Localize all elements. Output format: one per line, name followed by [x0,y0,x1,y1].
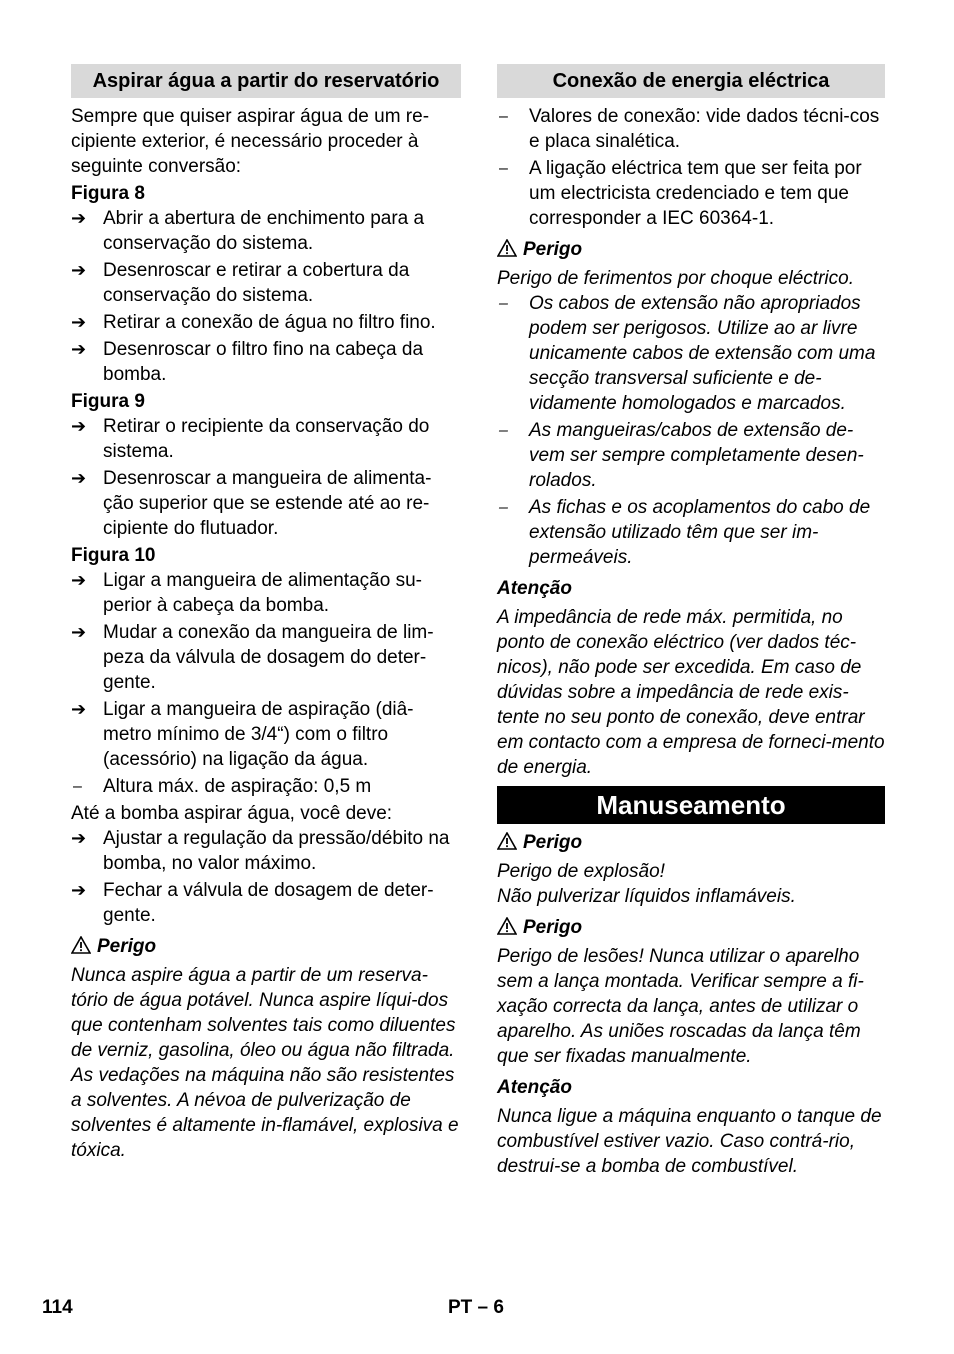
list-item: – As mangueiras/cabos de extensão de-vem ser sempre completamente desen-rolados. [499,420,864,491]
page-number: 114 [42,1297,73,1318]
arrow-right-icon: ➔ [71,828,87,848]
dash-icon: – [499,499,508,516]
arrow-right-icon: ➔ [71,570,87,590]
arrow-right-icon: ➔ [71,416,87,436]
danger-heading: Perigo [497,237,885,262]
figure-label: Figura 9 [71,391,145,412]
arrow-right-icon: ➔ [71,208,87,228]
dash-icon: – [499,108,508,125]
danger-text: Perigo de explosão! [497,861,665,882]
arrow-right-icon: ➔ [71,312,87,332]
list-item: ➔ Ajustar a regulação da pressão/débito na bomba, no valor máximo. [71,828,450,874]
danger-text: Nunca aspire água a partir de um reserva-tório de água potável. Nunca aspire líqui-dos que contenham solventes tais como diluentes de verniz, gasolina, óleo ou água não filtrada. As vedações na máquina não são resistentes a solventes. A névoa de pulverização de solventes é altamente in-flamável, explosiva e tóxica. [71,965,459,1161]
main-heading-handling: Manuseamento [497,786,885,824]
list-item: ➔ Retirar a conexão de água no filtro fino. [71,312,436,333]
figure-label: Figura 10 [71,545,156,566]
attention-text: Nunca ligue a máquina enquanto o tanque de combustível estiver vazio. Caso contrá-rio, destrui-se a bomba de combustível. [497,1106,882,1177]
list-item: ➔ Fechar a válvula de dosagem de deter-gente. [71,880,434,926]
until-text: Até a bomba aspirar água, você deve: [71,803,393,824]
warning-triangle-icon [497,917,517,935]
list-item: – Os cabos de extensão não apropriados podem ser perigosos. Utilize ao ar livre unicamente cabos de extensão com uma secção transversal suficiente e de-vidamente homologados e marcados. [499,293,876,414]
list-item: ➔ Abrir a abertura de enchimento para a conservação do sistema. [71,208,425,254]
arrow-right-icon: ➔ [71,339,87,359]
attention-heading: Atenção [497,578,572,599]
list-item: – A ligação eléctrica tem que ser feita por um electricista credenciado e tem que corresponder a IEC 60364-1. [499,158,862,229]
danger-text: Não pulverizar líquidos inflamáveis. [497,886,796,907]
attention-text: A impedância de rede máx. permitida, no ponto de conexão eléctrico (ver dados téc-nicos), não pode ser excedida. Em caso de dúvidas sobre a impedância de rede exis-tente no seu ponto de conexão, deve entrar em contacto com a empresa de forneci-mento de energia. [497,607,885,778]
list-item: – Valores de conexão: vide dados técni-cos e placa sinalética. [499,106,880,152]
list-item: ➔ Ligar a mangueira de aspiração (diâ-metro mínimo de 3/4“) com o filtro (acessório) na ligação da água. [71,699,414,770]
language-page-label: PT – 6 [448,1297,504,1318]
list-item: – As fichas e os acoplamentos do cabo de extensão utilizado têm que ser im-permeáveis. [499,497,871,568]
attention-heading: Atenção [497,1077,572,1098]
arrow-right-icon: ➔ [71,880,87,900]
warning-triangle-icon [497,832,517,850]
left-column [71,64,461,1163]
dash-icon: – [73,778,82,795]
danger-intro: Perigo de ferimentos por choque eléctrico. [497,268,854,289]
arrow-right-icon: ➔ [71,468,87,488]
list-item: ➔ Desenroscar a mangueira de alimenta-ção superior que se estende até ao re-cipiente do flutuador. [71,468,432,539]
intro-text: Sempre que quiser aspirar água de um re-cipiente exterior, é necessário proceder à seguinte conversão: [71,106,430,177]
danger-text: Perigo de lesões! Nunca utilizar o aparelho sem a lança montada. Verificar sempre a fi-xação correcta da lança, antes de utilizar o aparelho. As uniões roscadas da lança têm que ser fixadas manualmente. [497,946,864,1067]
warning-triangle-icon [71,936,91,954]
warning-triangle-icon [497,239,517,257]
list-item: – Altura máx. de aspiração: 0,5 m [73,776,372,797]
right-column [497,64,885,1179]
arrow-right-icon: ➔ [71,260,87,280]
arrow-right-icon: ➔ [71,699,87,719]
list-item: ➔ Retirar o recipiente da conservação do sistema. [71,416,430,462]
dash-icon: – [499,295,508,312]
section-heading-water-suction: Aspirar água a partir do reservatório [71,64,461,98]
list-item: ➔ Mudar a conexão da mangueira de lim-peza da válvula de dosagem do deter-gente. [71,622,434,693]
danger-heading: Perigo [497,830,885,855]
section-heading-electrical: Conexão de energia eléctrica [497,64,885,98]
list-item: ➔ Desenroscar o filtro fino na cabeça da bomba. [71,339,424,385]
figure-label: Figura 8 [71,183,145,204]
list-item: ➔ Ligar a mangueira de alimentação su-perior à cabeça da bomba. [71,570,422,616]
dash-icon: – [499,422,508,439]
list-item: ➔ Desenroscar e retirar a cobertura da conservação do sistema. [71,260,410,306]
danger-heading: Perigo [497,915,885,940]
danger-heading: Perigo [71,934,461,959]
arrow-right-icon: ➔ [71,622,87,642]
dash-icon: – [499,160,508,177]
